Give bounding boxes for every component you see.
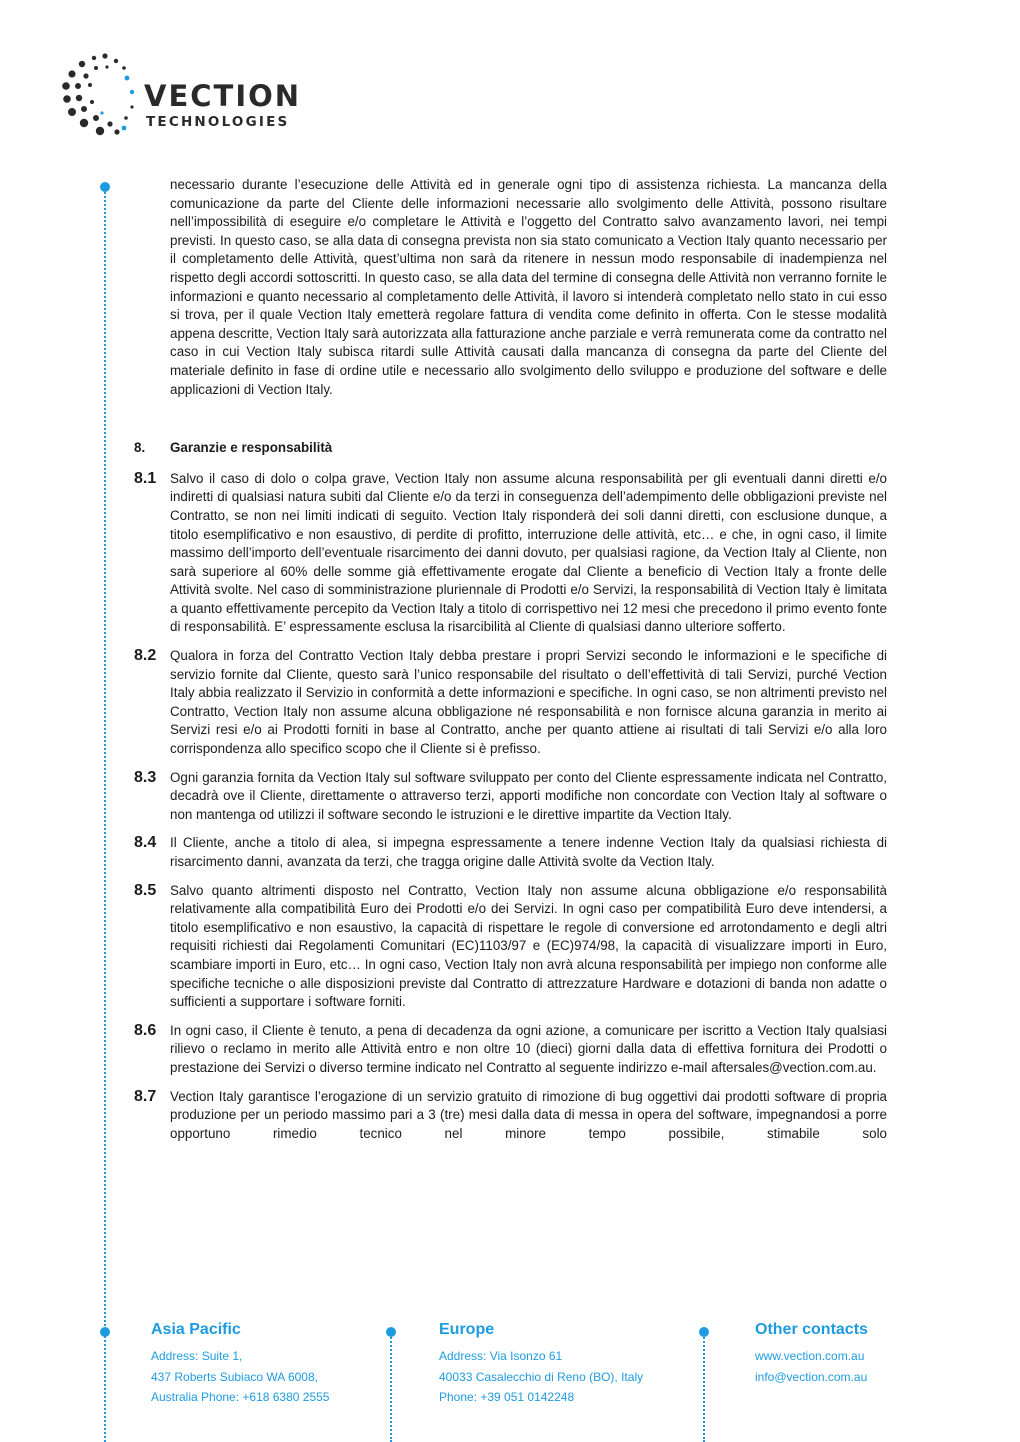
clause-number: 8.6: [134, 1021, 157, 1039]
clause-8-4: [134, 834, 887, 871]
section-number: 8.: [134, 440, 146, 456]
footer-other-contacts: [755, 1320, 868, 1387]
clause-8-7: [134, 1088, 887, 1144]
footer-asia-pacific: [151, 1320, 329, 1408]
decorative-bullet-icon: [100, 182, 110, 192]
footer-europe-title: Europe: [439, 1321, 495, 1338]
footer-europe-phone: Phone: +39 051 0142248: [439, 1390, 575, 1404]
clause-text: Il Cliente, anche a titolo di alea, si impegna espressamente a tenere indenne Vection Italy da qualsiasi richiesta di risarcimento danni, avanzata da terzi, che tragga origine dalle Attività svolte da Vection Italy.: [170, 835, 887, 869]
clause-8-5: [134, 882, 887, 1012]
clause-text: Qualora in forza del Contratto Vection Italy debba prestare i propri Servizi secondo le informazioni e le specifiche di servizio fornite dal Cliente, questo sarà l’unico responsabile del risultato o dell’effettività di tali Servizi, purché Vection Italy abbia realizzato il Servizio in conformità a dette informazioni e specifiche. In ogni caso, se non altrimenti previsto nel Contratto, Vection Italy non assume alcuna obbligazione né responsabilità e non fornisce alcuna garanzia in merito ai Servizi resi e/o ai Prodotti forniti in base al Contratto, anche per quanto attiene ai risultati di tali Servizi e/o alla loro corrispondenza allo specifico scopo che il Cliente si è prefisso.: [170, 648, 887, 757]
intro-paragraph: necessario durante l’esecuzione delle Attività ed in generale ogni tipo di assistenza richiesta. La mancanza della comunicazione da parte del Cliente delle informazioni necessarie allo svolgimento delle Attività, possono risultare nell’impossibilità di eseguire e/o completare le Attività e l’oggetto del Contratto salvo avanzamento lavori, nei tempi previsti. In questo caso, se alla data di consegna prevista non sia stato comunicato a Vection Italy quanto necessario per il completamento delle Attività, quest’ultima non sarà da ritenere in nessun modo responsabile di inadempienza nel rispetto degli accordi sottoscritti. In questo caso, se alla data del termine di consegna delle Attività non verranno fornite le informazioni e quanto necessario al completamento delle Attività, il lavoro si intenderà completato nello stato in cui esso si trova, per il quale Vection Italy emetterà regolare fattura di vendita come definito in offerta. Con le stesse modalità appena descritte, Vection Italy sarà autorizzata alla fatturazione anche parziale e verrà remunerata come da contratto nel caso in cui Vection Italy subisca ritardi sulle Attività causati dalla mancanza di consegna da parte del Cliente del materiale definito in fase di ordine utile e necessario allo svolgimento dello sviluppo e produzione del software e delle applicazioni di Vection Italy.: [170, 177, 887, 397]
footer-asia-phone: Australia Phone: +618 6380 2555: [151, 1390, 330, 1404]
clause-number: 8.2: [134, 647, 157, 665]
clause-8-6: [134, 1022, 887, 1078]
clause-text: Vection Italy garantisce l’erogazione di un servizio gratuito di rimozione di bug oggettivi dai prodotti software di propria produzione per un periodo massimo pari a 3 (tre) mesi dalla data di messa in opera del software, impegnandosi a porre opportuno rimedio tecnico nel minore tempo possibile, stimabile solo: [170, 1088, 887, 1141]
footer-europe: [439, 1320, 643, 1408]
clause-text: Salvo quanto altrimenti disposto nel Contratto, Vection Italy non assume alcuna obbligazione e/o responsabilità relativamente alla compatibilità Euro dei Prodotti e/o dei Servizi. In ogni caso per compatibilità Euro deve intendersi, a titolo esemplificativo e non esaustivo, la capacità di rispettare le regole di conversione ed arrotondamento e degli altri requisiti richiesti dai Regolamenti Comunitari (EC)1103/97 e (EC)974/98, la capacità di visualizzare importi in Euro, scambiare importi in Euro, etc… In ogni caso, Vection Italy non avrà alcuna responsabilità per impiego non conforme alle specifiche tecniche o alle disposizioni previste dal Contratto di attrezzature Hardware e dotazioni di banda non adatte o sufficienti a supportare i software forniti.: [170, 882, 887, 1010]
footer-other-title: Other contacts: [755, 1321, 868, 1338]
clause-text: Ogni garanzia fornita da Vection Italy sul software sviluppato per conto del Cliente espressamente indicata nel Contratto, decadrà ove il Cliente, direttamente o attraverso terzi, apporti modifiche non concordate con Vection Italy al software o non mantenga od utilizzi il software secondo le istruzioni e le direttive impartite da Vection Italy.: [170, 769, 887, 822]
logo-subtitle: TECHNOLOGIES: [146, 114, 290, 130]
footer-asia-title: Asia Pacific: [151, 1321, 241, 1338]
clause-number: 8.1: [134, 469, 157, 487]
footer-asia-street: 437 Roberts Subiaco WA 6008,: [151, 1369, 318, 1384]
company-logo: [60, 52, 320, 142]
decorative-dotted-line: [104, 192, 106, 1442]
clause-number: 8.3: [134, 768, 157, 786]
decorative-dotted-line: [703, 1330, 705, 1442]
clause-number: 8.7: [134, 1087, 157, 1105]
clause-8-3: [134, 769, 887, 825]
footer-website-link[interactable]: www.vection.com.au: [755, 1349, 865, 1363]
footer-europe-address: Address: Via Isonzo 61: [439, 1349, 563, 1363]
clause-number: 8.4: [134, 834, 157, 852]
footer-email-link[interactable]: info@vection.com.au: [755, 1369, 868, 1384]
footer-europe-city: 40033 Casalecchio di Reno (BO), Italy: [439, 1369, 644, 1384]
section-heading: [134, 439, 887, 458]
section-title: Garanzie e responsabilità: [170, 440, 333, 456]
logo-dots-icon: [60, 52, 150, 142]
decorative-dotted-line: [390, 1330, 392, 1442]
decorative-bullet-icon: [100, 1327, 110, 1337]
footer-asia-address: Address: Suite 1,: [151, 1349, 243, 1363]
clause-8-1: [134, 470, 887, 637]
clause-text: In ogni caso, il Cliente è tenuto, a pena di decadenza da ogni azione, a comunicare per iscritto a Vection Italy qualsiasi rilievo o reclamo in merito alle Attività entro e non oltre 10 (dieci) giorni dalla data di effettiva fornitura dei Prodotti o prestazione dei Servizi o diverso termine indicato nel Contratto al seguente indirizzo e-mail aftersales@vection.com.au.: [170, 1022, 887, 1075]
logo-wordmark: VECTION: [144, 79, 302, 113]
document-body: [134, 176, 887, 1143]
clause-number: 8.5: [134, 881, 157, 899]
clause-8-2: [134, 647, 887, 759]
clause-text: Salvo il caso di dolo o colpa grave, Vection Italy non assume alcuna responsabilità per gli eventuali danni diretti e/o indiretti di qualsiasi natura subiti dal Cliente e/o da terzi in conseguenza dell’adempimento delle obbligazioni previste nel Contratto, se non nei limiti indicati di seguito. Vection Italy risponderà dei soli danni diretti, con esclusione dunque, a titolo esemplificativo e non esaustivo, di perdite di profitto, interruzione delle attività, etc… e che, in ogni caso, il limite massimo dell’importo dell’eventuale risarcimento dei danni dovuto, per qualsiasi ragione, da Vection Italy al Cliente, non sarà superiore al 60% delle somme già effettivamente erogate dal Cliente a beneficio di Vection Italy a fronte delle Attività svolte. Nel caso di somministrazione pluriennale di Prodotti e/o Servizi, la responsabilità di Vection Italy è limitata a quanto effettivamente percepito da Vection Italy a titolo di corrispettivo nei 12 mesi che precedono il primo evento fonte di responsabilità. E’ espressamente esclusa la risarcibilità al Cliente di qualsiasi danno ulteriore sofferto.: [170, 470, 887, 635]
